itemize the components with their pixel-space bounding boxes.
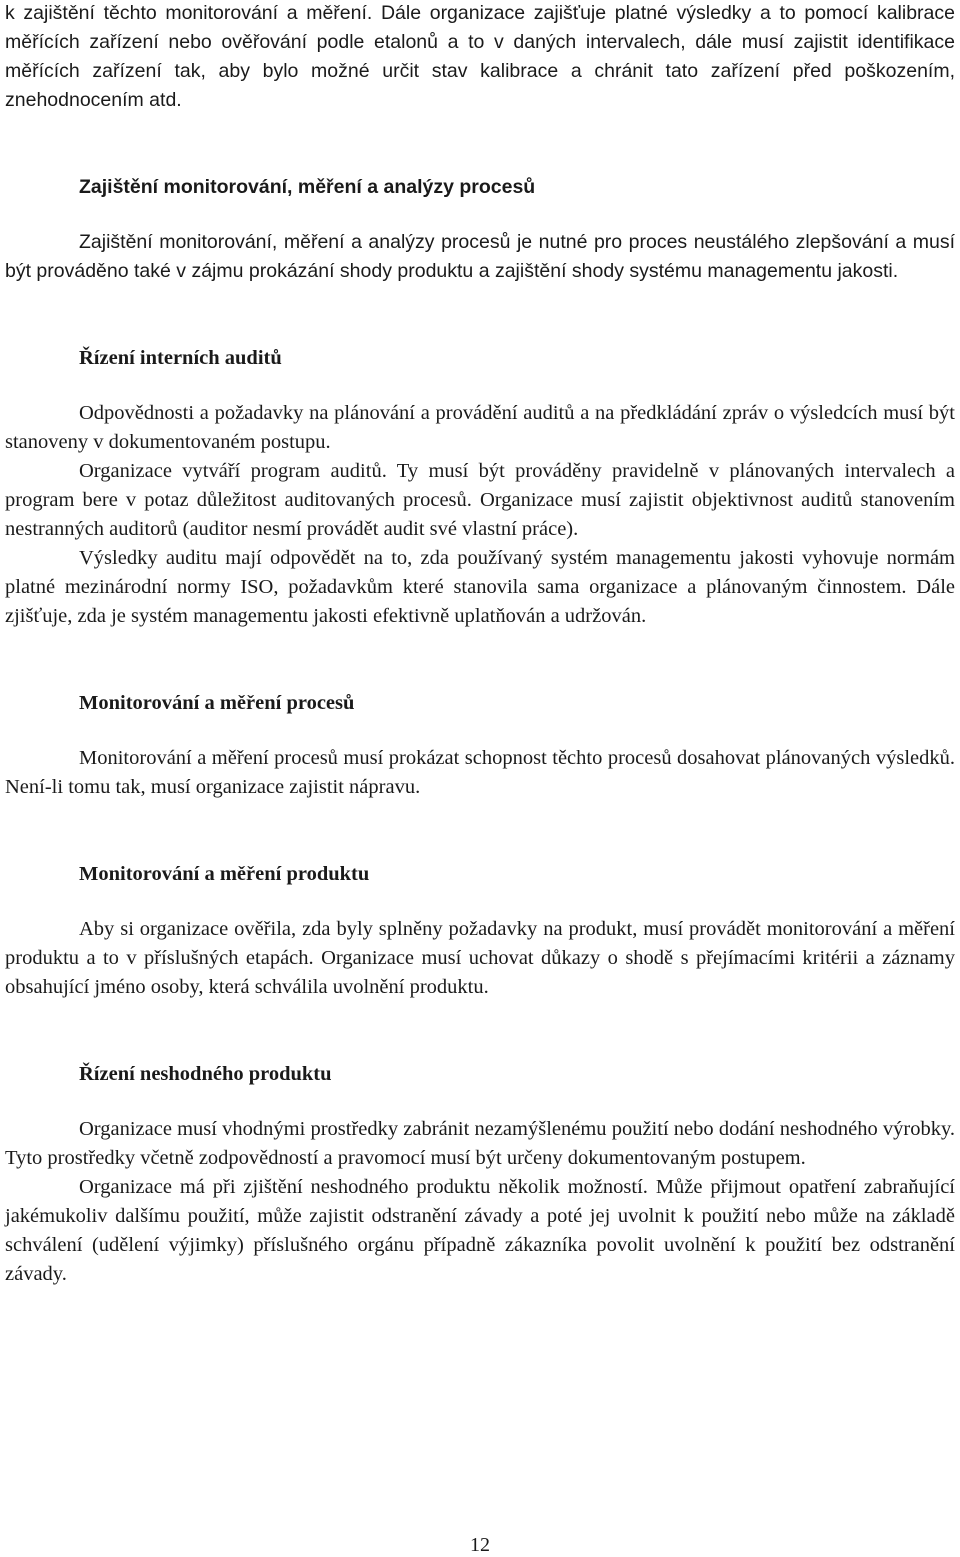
section-paragraph: Výsledky auditu mají odpovědět na to, zda používaný systém managementu jakosti vyhovuje normám platné mezinárodní normy ISO, požadavkům které stanovila sama organizace a plánovaným činnostem. Dále zjišťuje, zda je systém managementu jakosti efektivně uplatňován a udržován. <box>5 547 955 627</box>
intro-paragraph: k zajištění těchto monitorování a měření. Dále organizace zajišťuje platné výsledky a to pomocí kalibrace měřících zařízení nebo ověřování podle etalonů a to v daných intervalech, dále musí zajistit identifikace měřících zařízení tak, aby bylo možné určit stav kalibrace a chránit tato zařízení před poškozením, znehodnocením atd. <box>5 2 955 111</box>
section-paragraph: Aby si organizace ověřila, zda byly splněny požadavky na produkt, musí provádět monitorování a měření produktu a to v příslušných etapách. Organizace musí uchovat důkazy o shodě s přejímacími kritérii a záznamy obsahující jméno osoby, která schválila uvolnění produktu. <box>5 918 955 998</box>
section-paragraph: Odpovědnosti a požadavky na plánování a provádění auditů a na předkládání zpráv o výsledcích musí být stanoveny v dokumentovaném postupu. <box>5 402 955 453</box>
section-paragraph: Organizace má při zjištění neshodného produktu několik možností. Může přijmout opatření zabraňující jakémukoliv dalšímu použití, může zajistit odstranění závady a poté jej uvolnit k použití nebo může na základě schválení (udělení výjimky) příslušného orgánu případně zákazníka povolit uvolnění k použití bez odstranění závady. <box>5 1176 955 1285</box>
section-heading-internal-audits: Řízení interních auditů <box>79 347 282 369</box>
section-heading-process-measurement: Monitorování a měření procesů <box>79 692 355 714</box>
section-paragraph: Organizace musí vhodnými prostředky zabránit nezamýšlenému použití nebo dodání neshodného výrobky. Tyto prostředky včetně zodpovědností a pravomocí musí být určeny dokumentovaným postupem. <box>5 1118 955 1169</box>
section-paragraph: Zajištění monitorování, měření a analýzy procesů je nutné pro proces neustálého zlepšování a musí být prováděno také v zájmu prokázání shody produktu a zajištění shody systému managementu jakosti. <box>5 231 955 282</box>
section-heading-monitoring-analysis: Zajištění monitorování, měření a analýzy procesů <box>79 176 536 198</box>
section-heading-product-measurement: Monitorování a měření produktu <box>79 863 370 885</box>
section-paragraph: Organizace vytváří program auditů. Ty musí být prováděny pravidelně v plánovaných intervalech a program bere v potaz důležitost auditovaných procesů. Organizace musí zajistit objektivnost auditů stanovením nestranných auditorů (auditor nesmí provádět audit své vlastní práce). <box>5 460 955 540</box>
page-number: 12 <box>470 1534 490 1556</box>
section-heading-nonconforming-product: Řízení neshodného produktu <box>79 1063 332 1085</box>
document-page <box>5 0 955 1289</box>
section-paragraph: Monitorování a měření procesů musí prokázat schopnost těchto procesů dosahovat plánovaných výsledků. Není-li tomu tak, musí organizace zajistit nápravu. <box>5 747 955 798</box>
